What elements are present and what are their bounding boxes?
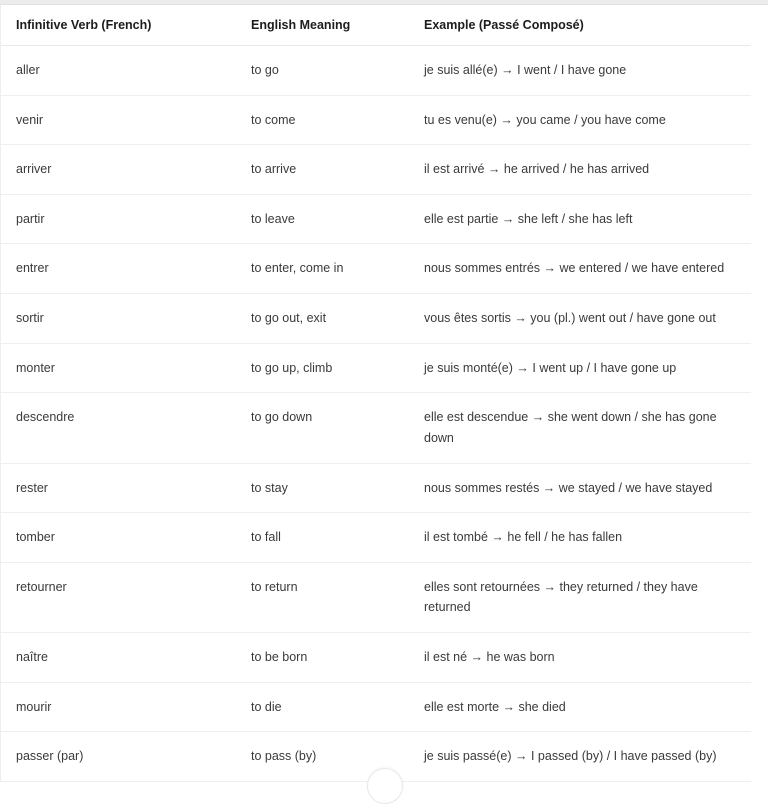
cell-english-meaning: to come	[236, 95, 409, 145]
table-row	[1, 145, 751, 195]
cell-english-meaning: to be born	[236, 633, 409, 683]
cell-infinitive-verb: mourir	[1, 682, 236, 732]
table-row	[1, 244, 751, 294]
cell-english-meaning: to fall	[236, 513, 409, 563]
cell-english-meaning: to pass (by)	[236, 732, 409, 782]
cell-infinitive-verb: aller	[1, 45, 236, 95]
cell-example: il est arrivé → he arrived / he has arrived	[409, 145, 751, 195]
cell-english-meaning: to die	[236, 682, 409, 732]
table-row	[1, 294, 751, 344]
column-header-english-meaning: English Meaning	[236, 5, 409, 45]
cell-infinitive-verb: entrer	[1, 244, 236, 294]
cell-infinitive-verb: rester	[1, 463, 236, 513]
cell-english-meaning: to leave	[236, 194, 409, 244]
cell-example: je suis monté(e) → I went up / I have gone up	[409, 343, 751, 393]
cell-english-meaning: to arrive	[236, 145, 409, 195]
table-row	[1, 463, 751, 513]
cell-infinitive-verb: venir	[1, 95, 236, 145]
cell-example: il est tombé → he fell / he has fallen	[409, 513, 751, 563]
verb-table-sheet	[0, 5, 768, 782]
cell-example: nous sommes restés → we stayed / we have stayed	[409, 463, 751, 513]
table-row	[1, 343, 751, 393]
scroll-to-top-button[interactable]	[367, 768, 403, 804]
table-header	[1, 5, 751, 45]
cell-infinitive-verb: monter	[1, 343, 236, 393]
table-row	[1, 194, 751, 244]
cell-example: je suis allé(e) → I went / I have gone	[409, 45, 751, 95]
table-row	[1, 45, 751, 95]
cell-example: elle est morte → she died	[409, 682, 751, 732]
cell-english-meaning: to go	[236, 45, 409, 95]
column-header-infinitive-verb: Infinitive Verb (French)	[1, 5, 236, 45]
cell-example: il est né → he was born	[409, 633, 751, 683]
cell-english-meaning: to return	[236, 562, 409, 632]
cell-example: elle est partie → she left / she has left	[409, 194, 751, 244]
table-row	[1, 682, 751, 732]
cell-infinitive-verb: naître	[1, 633, 236, 683]
table-row	[1, 393, 751, 463]
etre-verbs-table	[1, 5, 751, 782]
table-header-row	[1, 5, 751, 45]
cell-infinitive-verb: sortir	[1, 294, 236, 344]
cell-infinitive-verb: retourner	[1, 562, 236, 632]
cell-infinitive-verb: partir	[1, 194, 236, 244]
cell-english-meaning: to enter, come in	[236, 244, 409, 294]
table-row	[1, 513, 751, 563]
table-row	[1, 562, 751, 632]
cell-example: elles sont retournées → they returned / they have returned	[409, 562, 751, 632]
table-body	[1, 45, 751, 781]
cell-example: nous sommes entrés → we entered / we have entered	[409, 244, 751, 294]
cell-infinitive-verb: passer (par)	[1, 732, 236, 782]
cell-infinitive-verb: arriver	[1, 145, 236, 195]
cell-english-meaning: to go up, climb	[236, 343, 409, 393]
table-row	[1, 633, 751, 683]
cell-example: je suis passé(e) → I passed (by) / I have passed (by)	[409, 732, 751, 782]
cell-infinitive-verb: descendre	[1, 393, 236, 463]
cell-example: tu es venu(e) → you came / you have come	[409, 95, 751, 145]
cell-english-meaning: to go out, exit	[236, 294, 409, 344]
cell-example: vous êtes sortis → you (pl.) went out / have gone out	[409, 294, 751, 344]
cell-infinitive-verb: tomber	[1, 513, 236, 563]
table-row	[1, 95, 751, 145]
cell-english-meaning: to stay	[236, 463, 409, 513]
column-header-example: Example (Passé Composé)	[409, 5, 751, 45]
cell-english-meaning: to go down	[236, 393, 409, 463]
cell-example: elle est descendue → she went down / she has gone down	[409, 393, 751, 463]
